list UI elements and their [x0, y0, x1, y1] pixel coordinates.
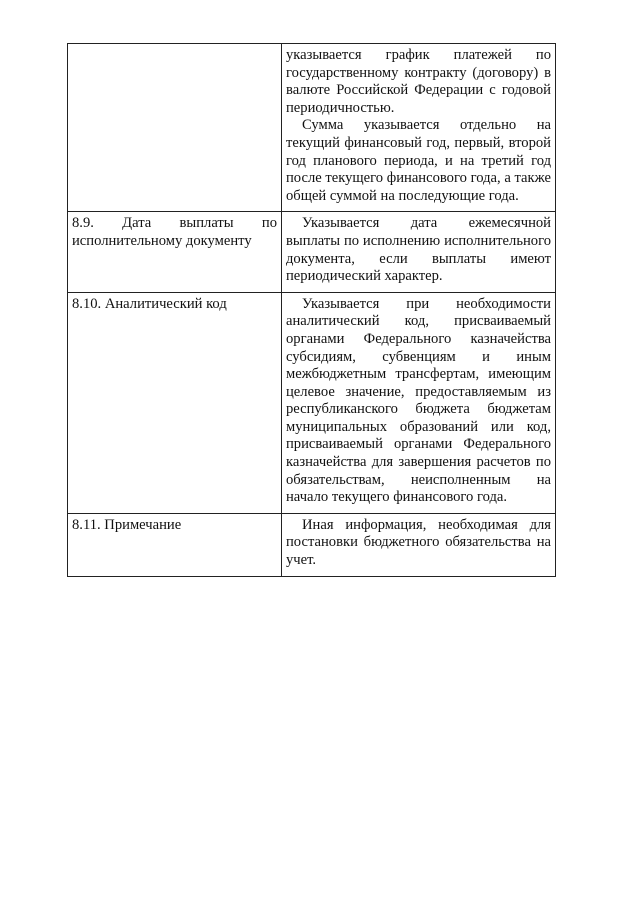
row-description-cell [282, 44, 556, 212]
row-description-cell [282, 292, 556, 513]
row-description-cell [282, 212, 556, 292]
row-label-cell: 8.11. Примечание [68, 513, 282, 576]
row-label-cell [68, 44, 282, 212]
description-paragraph: указывается график платежей по государственному контракту (договору) в валюте Российской Федерации с годовой периодичностью. [286, 47, 551, 116]
row-label-cell: 8.10. Аналитический код [68, 292, 282, 513]
row-description-cell [282, 513, 556, 576]
description-paragraph: Сумма указывается отдельно на текущий финансовый год, первый, второй год планового периода, и на третий год после текущего финансового года, а также общей суммой на последующие года. [286, 117, 551, 204]
requirements-table [67, 43, 556, 577]
table-row [68, 44, 556, 212]
table-row [68, 292, 556, 513]
description-paragraph: Иная информация, необходимая для постановки бюджетного обязательства на учет. [286, 516, 551, 569]
table-row [68, 212, 556, 292]
description-paragraph: Указывается дата ежемесячной выплаты по исполнению исполнительного документа, если выплаты имеют периодический характер. [286, 215, 551, 285]
description-paragraph: Указывается при необходимости аналитический код, присваиваемый органами Федерального казначейства субсидиям, субвенциям и иным межбюджетным трансфертам, имеющим целевое значение, предоставляемым из республиканского бюджета бюджетам муниципальных образований или код, присваиваемый органами Федерального казначейства для завершения расчетов по обязательствам, неисполненным на начало текущего финансового года. [286, 295, 551, 506]
table-row [68, 513, 556, 576]
row-label-cell: 8.9. Дата выплаты по исполнительному документу [68, 212, 282, 292]
